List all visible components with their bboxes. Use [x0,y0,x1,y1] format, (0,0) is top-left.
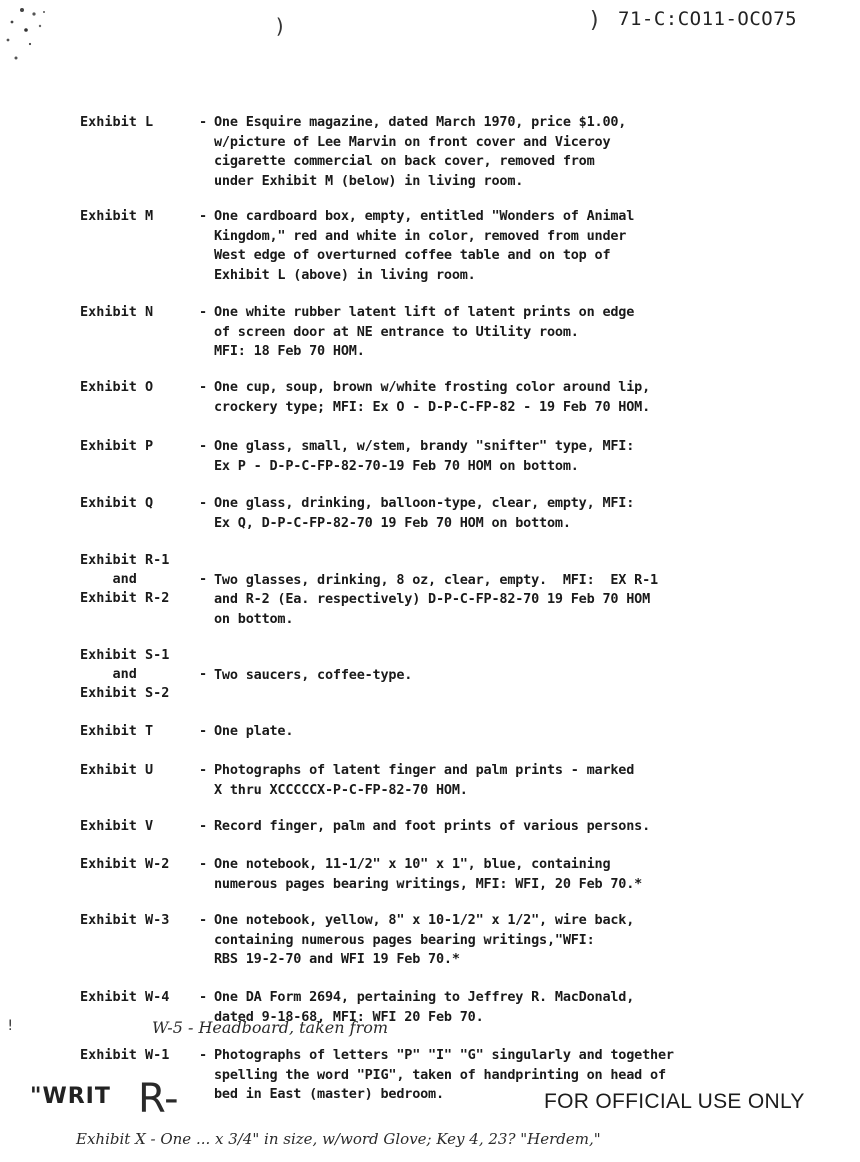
exhibit-description: One plate. [214,723,294,739]
exhibit-description: One cardboard box, empty, entitled "Wonders of Animal Kingdom," red and white in color, removed from under West edge of overturned coffee table and on top of Exhibit L (above) in living room. [214,208,635,283]
header-bracket-right: ) [588,8,602,33]
handwritten-exhibit-x: Exhibit X - One ... x 3/4" in size, w/word Glove; Key 4, 23? "Herdem," [76,1130,601,1148]
separator-dash: - [199,912,208,928]
separator-dash: - [199,114,208,130]
exhibit-label: Exhibit W-3 [80,912,170,928]
exhibit-label: Exhibit W-1 [80,1047,170,1063]
exhibit-label: Exhibit N [80,304,154,320]
handwritten-r-mark: R- [138,1076,179,1122]
exhibit-description: One notebook, yellow, 8" x 10-1/2" x 1/2", wire back, containing numerous pages bearing writings,"WFI: RBS 19-2-70 and WFI 19 Feb 70.* [214,912,635,967]
exhibit-label: Exhibit P [80,438,154,454]
separator-dash: - [199,571,208,587]
separator-dash: - [199,208,208,224]
exhibit-description: One glass, small, w/stem, brandy "snifter" type, MFI: Ex P - D-P-C-FP-82-70-19 Feb 70 HOM on bottom. [214,438,635,474]
scan-speckle [0,0,60,80]
separator-dash: - [199,989,208,1005]
exhibit-label: Exhibit O [80,379,154,395]
separator-dash: - [199,438,208,454]
handwritten-note: W-5 - Headboard, taken from [152,1018,389,1037]
exhibit-label: Exhibit T [80,723,154,739]
exhibit-label: Exhibit V [80,818,154,834]
exhibit-description: One DA Form 2694, pertaining to Jeffrey R. MacDonald, dated 9-18-68, MFI: WFI 20 Feb 70. [214,989,635,1025]
header-bracket-left: ) [274,14,287,38]
exhibit-description: Two saucers, coffee-type. [214,666,413,683]
separator-dash: - [199,818,208,834]
separator-dash: - [199,666,208,682]
separator-dash: - [199,762,208,778]
exhibit-label: Exhibit W-2 [80,856,170,872]
exhibit-description: One cup, soup, brown w/white frosting color around lip, crockery type; MFI: Ex O - D-P-C-FP-82 - 19 Feb 70 HOM. [214,379,651,415]
exhibit-description: One notebook, 11-1/2" x 10" x 1", blue, containing numerous pages bearing writings, MFI: WFI, 20 Feb 70.* [214,856,643,892]
exhibit-label: Exhibit Q [80,495,154,511]
separator-dash: - [199,1047,208,1063]
margin-mark: ! [6,1018,15,1034]
exhibit-label: Exhibit M [80,208,154,224]
exhibit-description: One glass, drinking, balloon-type, clear, empty, MFI: Ex Q, D-P-C-FP-82-70 19 Feb 70 HOM on bottom. [214,495,635,531]
exhibit-label: Exhibit R-1 and Exhibit R-2 [80,552,170,606]
exhibit-description: One white rubber latent lift of latent prints on edge of screen door at NE entrance to Utility room. MFI: 18 Feb 70 HOM. [214,304,635,359]
exhibit-label: Exhibit S-1 and Exhibit S-2 [80,647,170,701]
exhibit-label: Exhibit W-4 [80,989,170,1005]
exhibit-label: Exhibit U [80,762,154,778]
exhibit-description: Two glasses, drinking, 8 oz, clear, empty. MFI: EX R-1 and R-2 (Ea. respectively) D-P-C-FP-82-70 19 Feb 70 HOM on bottom. [214,571,658,627]
separator-dash: - [199,856,208,872]
separator-dash: - [199,723,208,739]
exhibit-description: Photographs of letters "P" "I" "G" singularly and together spelling the word "PIG", taken of handprinting on head of bed in East (master) bedroom. [214,1047,674,1102]
separator-dash: - [199,495,208,511]
exhibit-description: Photographs of latent finger and palm prints - marked X thru XCCCCCX-P-C-FP-82-70 HOM. [214,762,635,798]
official-use-stamp: FOR OFFICIAL USE ONLY [544,1090,805,1113]
exhibit-description: One Esquire magazine, dated March 1970, price $1.00, w/picture of Lee Marvin on front cover and Viceroy cigarette commercial on back cover, removed from under Exhibit M (below) in living room. [214,114,627,189]
separator-dash: - [199,304,208,320]
exhibit-label: Exhibit L [80,114,154,130]
separator-dash: - [199,379,208,395]
exhibit-description: Record finger, palm and foot prints of various persons. [214,818,651,834]
document-number: 71-C:CO11-OCO75 [618,8,798,30]
handwritten-stamp: "WRIT [30,1084,111,1109]
